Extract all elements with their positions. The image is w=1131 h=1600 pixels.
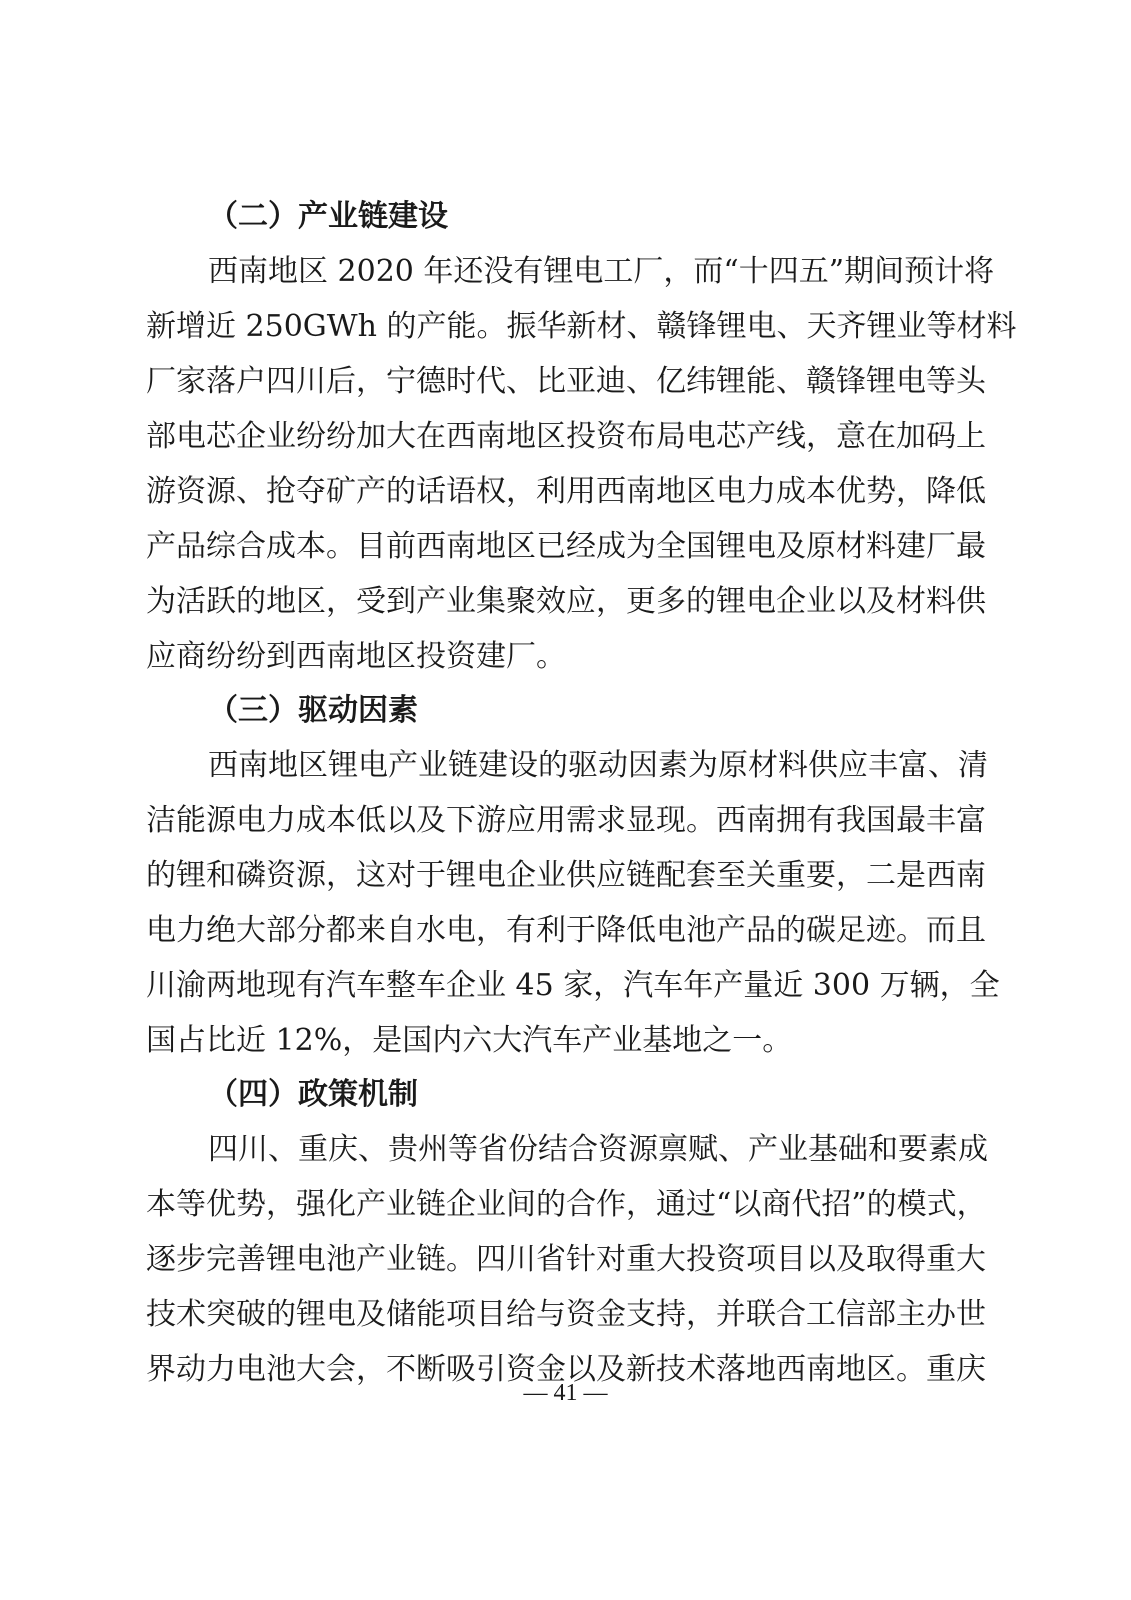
text-line: 产品综合成本。目前西南地区已经成为全国锂电及原材料建厂最 bbox=[146, 529, 986, 564]
text-line: 国占比近 12%，是国内六大汽车产业基地之一。 bbox=[146, 1023, 793, 1058]
text-line: 洁能源电力成本低以及下游应用需求显现。西南拥有我国最丰富 bbox=[146, 803, 986, 838]
text-line: 西南地区锂电产业链建设的驱动因素为原材料供应丰富、清 bbox=[208, 748, 988, 783]
section-heading-industry-chain: （二）产业链建设 bbox=[208, 199, 448, 234]
text-line: 逐步完善锂电池产业链。四川省针对重大投资项目以及取得重大 bbox=[146, 1242, 986, 1277]
paragraph-policy-mechanism bbox=[146, 1122, 986, 1397]
page-number: — 41 — bbox=[523, 1380, 608, 1406]
text-line: 西南地区 2020 年还没有锂电工厂，而“十四五”期间预计将 bbox=[208, 254, 995, 289]
text-line: 电力绝大部分都来自水电，有利于降低电池产品的碳足迹。而且 bbox=[146, 913, 986, 948]
paragraph-driving-factors bbox=[146, 738, 1000, 1068]
section-heading-policy-mechanism: （四）政策机制 bbox=[208, 1077, 418, 1112]
paragraph-industry-chain bbox=[146, 244, 1017, 684]
document-body bbox=[146, 190, 1017, 1397]
text-line: 应商纷纷到西南地区投资建厂。 bbox=[146, 639, 566, 674]
text-line: 游资源、抢夺矿产的话语权，利用西南地区电力成本优势，降低 bbox=[146, 474, 986, 509]
section-heading-driving-factors: （三）驱动因素 bbox=[208, 693, 418, 728]
text-line: 技术突破的锂电及储能项目给与资金支持，并联合工信部主办世 bbox=[146, 1297, 986, 1332]
text-line: 为活跃的地区，受到产业集聚效应，更多的锂电企业以及材料供 bbox=[146, 584, 986, 619]
text-line: 部电芯企业纷纷加大在西南地区投资布局电芯产线，意在加码上 bbox=[146, 419, 986, 454]
text-line: 厂家落户四川后，宁德时代、比亚迪、亿纬锂能、赣锋锂电等头 bbox=[146, 364, 986, 399]
text-line: 四川、重庆、贵州等省份结合资源禀赋、产业基础和要素成 bbox=[208, 1132, 988, 1167]
text-line: 川渝两地现有汽车整车企业 45 家，汽车年产量近 300 万辆，全 bbox=[146, 968, 1000, 1003]
text-line: 本等优势，强化产业链企业间的合作，通过“以商代招”的模式， bbox=[146, 1187, 987, 1222]
text-line: 新增近 250GWh 的产能。振华新材、赣锋锂电、天齐锂业等材料 bbox=[146, 309, 1017, 344]
text-line: 的锂和磷资源，这对于锂电企业供应链配套至关重要，二是西南 bbox=[146, 858, 986, 893]
text-line: 界动力电池大会，不断吸引资金以及新技术落地西南地区。重庆 bbox=[146, 1352, 986, 1387]
